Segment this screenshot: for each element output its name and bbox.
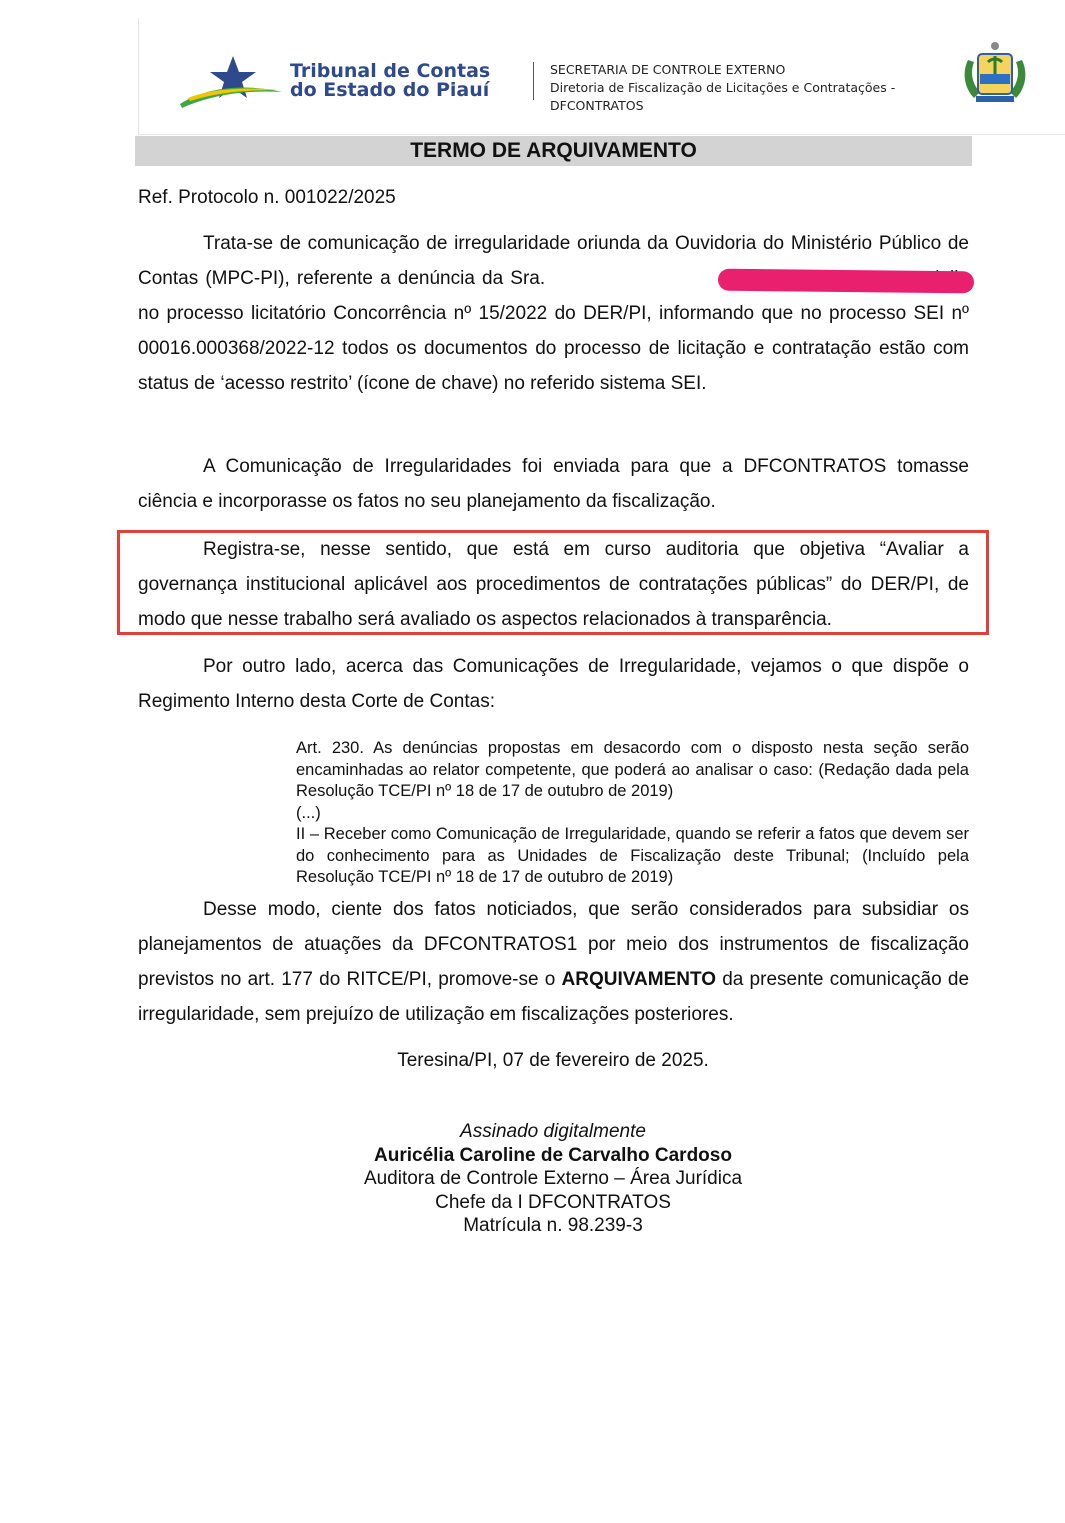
highlight-box — [117, 530, 989, 635]
quote-article-230: Art. 230. As denúncias propostas em desacordo com o disposto nesta seção serão encaminhadas ao relator competente, que poderá ao analisar o caso: (Redação dada pela Resolução TCE/PI nº 18 de 17 de outubro de 2019) — [296, 739, 969, 800]
paragraph-5-bold: ARQUIVAMENTO — [561, 969, 716, 990]
logo-line-1: Tribunal de Contas — [290, 60, 491, 82]
signer-role: Auditora de Controle Externo – Área Jurídica — [363, 1168, 743, 1189]
paragraph-4-text: Por outro lado, acerca das Comunicações de Irregularidade, vejamos o que dispõe o Regimento Interno desta Corte de Contas: — [138, 656, 969, 712]
document-date: Teresina/PI, 07 de fevereiro de 2025. — [397, 1050, 709, 1071]
quote-item-ii: II – Receber como Comunicação de Irregularidade, quando se referir a fatos que devem ser do conhecimento para as Unidades de Fiscalização deste Tribunal; (Incluído pela Resolução TCE/PI nº 18 de 17 de outubro de 2019) — [296, 825, 969, 886]
redaction-mark — [718, 269, 974, 294]
signer-position: Chefe da I DFCONTRATOS — [435, 1191, 671, 1213]
logo-text — [290, 62, 490, 100]
legal-quote — [296, 738, 969, 889]
logo-line-2: do Estado do Piauí — [290, 79, 490, 101]
paragraph-2 — [138, 449, 969, 519]
signer-registration: Matrícula n. 98.239-3 — [463, 1215, 643, 1236]
paragraph-5-part-a: Desse modo, ciente dos fatos noticiados, que serão considerados para subsidiar os planejamentos de atuações da DFCONTRATOS1 por meio dos instrumentos de fiscalização previstos no art. 177 do RITCE/PI, promove-se o — [138, 899, 969, 990]
paragraph-2-text: A Comunicação de Irregularidades foi enviada para que a DFCONTRATOS tomasse ciência e incorporasse os fatos no seu planejamento da fiscalização. — [138, 456, 969, 512]
protocol-reference: Ref. Protocolo n. 001022/2025 — [138, 187, 396, 208]
paragraph-1-part-a: Trata-se de comunicação de irregularidade oriunda da Ouvidoria do Ministério Público de Contas (MPC-PI), referente a denúncia da Sra. — [138, 233, 969, 289]
secretaria-line-1: SECRETARIA DE CONTROLE EXTERNO — [550, 62, 786, 77]
paragraph-5 — [138, 892, 969, 1032]
paragraph-5-part-b: da presente comunicação de irregularidade, sem prejuízo de utilização em fiscalizações posteriores. — [138, 969, 970, 1025]
secretaria-line-2: Diretoria de Fiscalização de Licitações e Contratações - — [550, 80, 896, 95]
secretaria-line-3: DFCONTRATOS — [550, 98, 644, 113]
paragraph-1-part-b: no processo licitatório Concorrência nº 15/2022 do DER/PI, informando que no processo SEI nº 00016.000368/2022-12 todos os documentos do processo de licitação e contratação estão com status de ‘acesso restrito’ (ícone de chave) no referido sistema SEI. — [138, 303, 969, 394]
paragraph-1 — [138, 226, 969, 401]
signature-block — [0, 1120, 1065, 1238]
paragraph-4 — [138, 649, 969, 719]
header-divider — [533, 62, 534, 100]
signed-digitally: Assinado digitalmente — [460, 1121, 646, 1142]
signer-name: Auricélia Caroline de Carvalho Cardoso — [374, 1144, 732, 1166]
quote-ellipsis: (...) — [296, 803, 321, 822]
secretaria-block — [550, 61, 895, 115]
tce-logo-icon — [178, 54, 288, 110]
document-title: TERMO DE ARQUIVAMENTO — [135, 136, 972, 166]
paragraph-3-text: Registra-se, nesse sentido, que está em curso auditoria que objetiva “Avaliar a governança institucional aplicável aos procedimentos de contratações públicas” do DER/PI, de modo que nesse trabalho será avaliado os aspectos relacionados à transparência. — [138, 539, 969, 630]
state-crest-icon — [960, 40, 1030, 106]
